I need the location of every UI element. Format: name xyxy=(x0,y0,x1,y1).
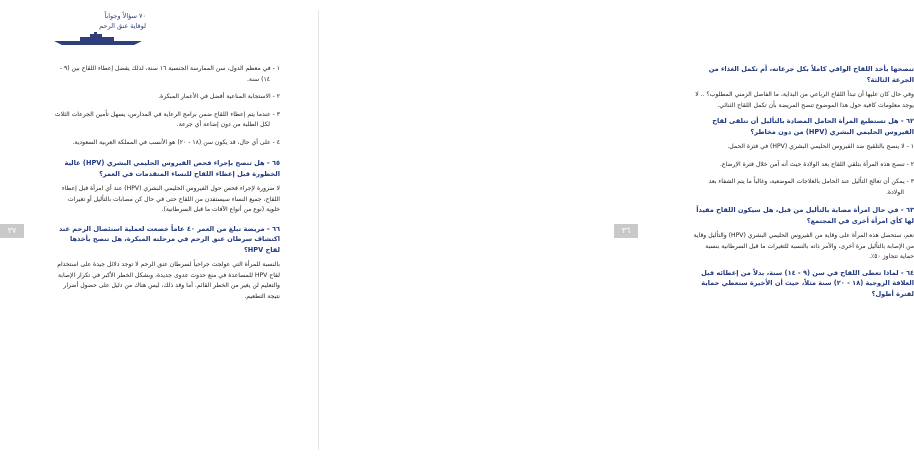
question-66: ٦٦ - مريضة تبلغ من العمر ٤٠ عاماً خضعت لعملية استئصال الرحم عند اكتشاف سرطان عنق الرحم في مرحلته المبكرة، هل تنصح بأخذها لقاح HPV؟ xyxy=(58,224,280,254)
list-item: ٢ - الاستجابة المناعية أفضل في الأعمار المبكرة. xyxy=(158,93,280,100)
answer-66: بالنسبة للمرأة التي عولجت جراحياً لسرطان عنق الرحم لا توجد دلائل جيدة على استخدام لقاح HPV للمساعدة في منع حدوث عدوى جديدة، وبشكل الخطر الأكبر في تكرار الإصابة والتعليم لن يغير من الخطر القائم. أما وقد ذلك، ليس هناك من دليل على حصول أضرار نتيجة التطعيم. xyxy=(57,261,280,300)
page-number-left: ٣٧ xyxy=(0,224,24,238)
left-page xyxy=(0,0,319,457)
list-item: ٣ - عندما يتم إعطاء اللقاح ضمن برامج الرعاية في المدارس، يسهل تأمين الجرعات الثلاث لكل الطلبة من دون إضاعة أي جرعة. xyxy=(54,110,280,128)
right-page xyxy=(319,0,914,457)
answer-65: لا ضرورة لإجراء فحص حول الفيروس الحليمي البشري (HPV) عند أي امرأة قبل إعطاء اللقاح، جميع النساء سيستفدن من اللقاح حتى في حال كن مصابات بالتأليل أو تغيرات خلوية (نوع من أنواع الآفات ما قبل السرطانية). xyxy=(61,185,280,213)
right-page-text-column xyxy=(691,64,914,304)
question-continued: تنصحها بأخذ اللقاح الواقي كاملاً بكل جرعاته، أم تكمل الغذاء من الجرعة الثالثة؟ xyxy=(708,65,914,84)
question-64: ٦٤ - لماذا تعطى اللقاح في سن (٩ - ١٤) سنة، بدلاً من إعطائه قبل العلاقة الزوجية (١٨ - ٢٠) سنة مثلاً، حيث أن الأخيرة ستعطي حماية لفترة أطول؟ xyxy=(701,268,914,298)
list-item: ٤ - على أي حال، قد يكون سن (١٨ - ٢٠) هو الأنسب في المملكة العربية السعودية. xyxy=(72,138,280,146)
logo-subtitle-line: لوقاية عنق الرحم xyxy=(99,22,146,30)
list-item: ١ - لا ينصح بالتلقيح ضد الفيروس الحليمي البشري (HPV) في فترة الحمل. xyxy=(727,143,914,150)
question-62: ٦٢ - هل تستطيع المرأة الحامل المضادة بالتأليل أن تتلقى لقاح الفيروس الحليمي البشري (HPV) من دون مخاطر؟ xyxy=(712,117,914,136)
page-number-right: ٣٦ xyxy=(614,224,638,238)
logo-title-line: ٧٠ سؤالاً وجواباً xyxy=(104,12,146,20)
list-item: ١ - في معظم الدول، سن الممارسة الجنسية ١٦ سنة، لذلك يفضل إعطاء اللقاح بين (٩ - ١٤) سنة. xyxy=(59,65,280,83)
ship-icon xyxy=(50,32,146,46)
question-63: ٦٣ - في حال امرأة مصابة بالتأليل من قبل، هل سيكون اللقاح مفيداً لها كأي امرأة أخرى في المجتمع؟ xyxy=(696,206,914,225)
answer-63: نعم، ستحصل هذه المرأة على وقاية من الفيروس الحليمي البشري (HPV) والتأليل وقاية من الإصابة بالتأليل مرة أخرى، والأمر ذاته بالنسبة للتغيرات ما قبل السرطانية بنسبة حماية تتجاوز ٥٠٪. xyxy=(693,232,914,260)
answer-continued: وفي حال كان عليها أن تبدأ اللقاح الرباعي من البداية، ما الفاصل الزمني المطلوب؟ .. لا يوجد معلومات كافية حول هذا الموضوع تنصح المريضة بأن تكمل اللقاح الثنائي. xyxy=(695,91,914,109)
list-item: ٣ - يمكن أن تعالج التأليل عند الحامل بالعلاجات الموضعية، وغالباً ما يتم الشفاء بعد الولادة. xyxy=(708,178,914,196)
list-item: ٢ - تنصح هذه المرأة بتلقي اللقاح بعد الولادة حيث أنه آمن خلال فترة الإرضاع. xyxy=(719,160,914,168)
left-page-text-column xyxy=(54,64,280,307)
book-logo xyxy=(50,12,146,48)
question-65: ٦٥ - هل تنصح بإجراء فحص الفيروس الحليمي البشري (HPV) عالية الخطورة قبل إعطاء اللقاح للنساء المتقدمات في العمر؟ xyxy=(64,159,280,178)
